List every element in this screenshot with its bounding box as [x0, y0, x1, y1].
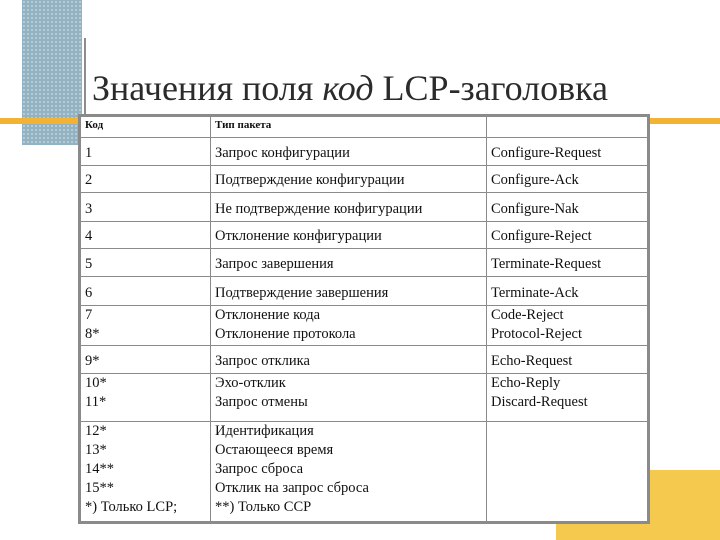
table-row: [81, 165, 648, 193]
table-row: [81, 193, 648, 222]
cell-line: Эхо-отклик: [215, 375, 286, 392]
cell-line: Echo-Reply: [491, 375, 561, 392]
cell-line: 14**: [85, 460, 114, 477]
table-cell-code: [81, 346, 211, 374]
cell-line: 13*: [85, 441, 107, 458]
cell-line: Code-Reject: [491, 307, 564, 324]
cell-line: 1: [85, 144, 93, 161]
cell-line: Configure-Request: [491, 144, 602, 161]
table-cell-name: [487, 222, 648, 249]
cell-line: Запрос отклика: [215, 353, 310, 370]
table-cell-code: [81, 222, 211, 249]
title-text-2: LCP-заголовка: [373, 68, 609, 108]
cell-line: Отклонение протокола: [215, 326, 356, 343]
table-cell-name: [487, 277, 648, 306]
table-row: [81, 249, 648, 277]
table-cell-code: [81, 249, 211, 277]
table-cell-type: [211, 165, 487, 193]
cell-line: 15**: [85, 479, 114, 496]
cell-line: 12*: [85, 422, 107, 439]
slide-title: [92, 66, 608, 110]
header-empty: [487, 117, 648, 138]
cell-line: Запрос завершения: [215, 256, 334, 273]
cell-line: Остающееся время: [215, 441, 334, 458]
cell-line: **) Только CCP: [215, 498, 312, 515]
table-cell-code: [81, 306, 211, 346]
table-cell-type: [211, 346, 487, 374]
cell-line: Не подтверждение конфигурации: [215, 201, 423, 218]
cell-line: 4: [85, 228, 93, 245]
table-row: [81, 346, 648, 374]
table-row: [81, 306, 648, 346]
table-cell-code: [81, 193, 211, 222]
table-cell-code: [81, 165, 211, 193]
cell-line: 5: [85, 256, 93, 273]
cell-line: Отклонение конфигурации: [215, 228, 382, 245]
cell-line: 8*: [85, 326, 100, 343]
table-cell-type: [211, 222, 487, 249]
title-text-1: Значения поля: [92, 68, 323, 108]
cell-line: Configure-Ack: [491, 172, 579, 189]
cell-line: Подтверждение конфигурации: [215, 172, 405, 189]
table-cell-type: [211, 277, 487, 306]
cell-line: 7: [85, 307, 93, 324]
table-cell-name: [487, 346, 648, 374]
lcp-code-table: [78, 114, 650, 524]
cell-line: 10*: [85, 375, 107, 392]
cell-line: Отклонение кода: [215, 307, 321, 324]
table-cell-code: [81, 421, 211, 521]
table-cell-name: [487, 249, 648, 277]
table-row: [81, 374, 648, 422]
table-row: [81, 277, 648, 306]
table-row: [81, 222, 648, 249]
cell-line: 3: [85, 201, 93, 218]
cell-line: *) Только LCP;: [85, 498, 178, 515]
cell-line: Terminate-Ack: [491, 285, 579, 302]
table-cell-type: [211, 306, 487, 346]
table-row: [81, 137, 648, 165]
table-cell-name: [487, 306, 648, 346]
table-cell-type: [211, 374, 487, 422]
table-cell-type: [211, 137, 487, 165]
table-row: [81, 421, 648, 521]
cell-line: Идентификация: [215, 422, 314, 439]
cell-line: Protocol-Reject: [491, 326, 583, 343]
cell-line: Отклик на запрос сброса: [215, 479, 369, 496]
table-cell-code: [81, 277, 211, 306]
cell-line: Configure-Reject: [491, 228, 592, 245]
table-cell-name: [487, 165, 648, 193]
header-code: Код: [81, 117, 211, 138]
cell-line: Discard-Request: [491, 394, 588, 411]
cell-line: Запрос конфигурации: [215, 144, 350, 161]
table-header-row: [81, 117, 648, 138]
cell-line: 11*: [85, 394, 107, 411]
title-text-italic: код: [322, 68, 374, 108]
table-cell-code: [81, 374, 211, 422]
table-cell-name: [487, 374, 648, 422]
table-cell-type: [211, 193, 487, 222]
cell-line: Echo-Request: [491, 353, 573, 370]
cell-line: 9*: [85, 353, 100, 370]
table-cell-type: [211, 421, 487, 521]
cell-line: 2: [85, 172, 93, 189]
cell-line: Подтверждение завершения: [215, 285, 389, 302]
cell-line: Configure-Nak: [491, 201, 579, 218]
cell-line: 6: [85, 285, 93, 302]
table-cell-name: [487, 137, 648, 165]
table-cell-code: [81, 137, 211, 165]
table-cell-name: [487, 421, 648, 521]
table-cell-name: [487, 193, 648, 222]
cell-line: Terminate-Request: [491, 256, 602, 273]
table-cell-type: [211, 249, 487, 277]
cell-line: Запрос сброса: [215, 460, 304, 477]
cell-line: Запрос отмены: [215, 394, 308, 411]
header-packet-type: Тип пакета: [211, 117, 487, 138]
